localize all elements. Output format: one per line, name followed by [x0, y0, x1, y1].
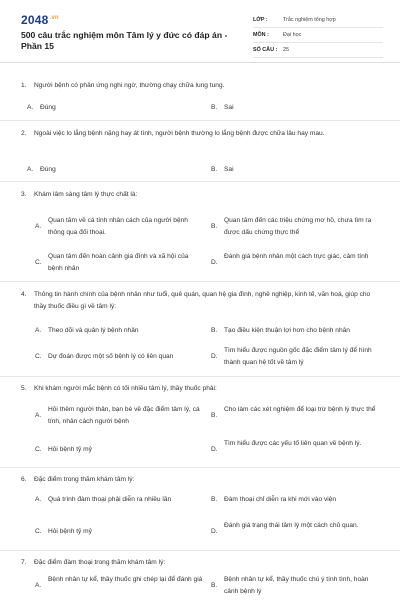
question-text: Người bệnh có phản ứng nghi ngờ, thường chạy chữa lung tung.	[34, 82, 225, 89]
question-divider	[0, 181, 400, 182]
question-divider	[0, 467, 400, 468]
document-header	[0, 0, 400, 63]
meta-label: MÔN :	[253, 32, 269, 38]
question-number: 7.	[21, 559, 27, 566]
meta-value: Đại học	[283, 32, 302, 38]
question-text: Đặc điểm trong thăm khám tâm lý:	[34, 476, 135, 483]
document-title: 500 câu trắc nghiệm môn Tâm lý y đức có đáp án - Phần 15	[21, 30, 228, 51]
meta-value: Trắc nghiệm tổng hợp	[283, 17, 336, 23]
question-number: 6.	[21, 476, 27, 483]
meta-value: 25	[283, 47, 289, 53]
question-number: 1.	[21, 82, 27, 89]
question-number: 3.	[21, 191, 27, 198]
question-6: 6. Đặc điểm trong thăm khám tâm lý: A. Quá trình đàm thoại phải diễn ra nhiều lần B. Đàm thoại chỉ diễn ra khi mới vào viện C. Hỏi bệnh tỷ mỷ D. Đánh giá trạng thái tâm lý một cách chủ quan.	[21, 476, 359, 535]
question-number: 4.	[21, 291, 27, 298]
meta-row-subject	[253, 28, 383, 43]
meta-label: SỐ CÂU :	[253, 47, 278, 53]
question-divider	[0, 550, 400, 551]
site-logo[interactable]	[21, 13, 59, 27]
question-text: Ngoài việc lo lắng bệnh nặng hay át tình, người bệnh thường lo lắng bệnh được chữa lâu hay mau.	[34, 130, 325, 137]
meta-row-count	[253, 43, 383, 58]
document-meta	[253, 13, 383, 58]
question-divider	[0, 120, 400, 121]
question-divider	[0, 281, 400, 282]
meta-label: LỚP :	[253, 17, 268, 23]
question-number: 2.	[21, 130, 27, 137]
question-3: 3. Khám lâm sàng tâm lý thực chất là: A. Quan tâm về cá tính nhân cách của người bệnh thông qua đối thoại. B. Quan tâm đến các triệu chứng mơ hồ, chưa tìm ra được dấu chứng thực thể C. Quan tâm đến hoàn cảnh gia đình và xã hội của bệnh nhân D. Đánh giá bệnh nhân một cách trực giác, cảm tính	[21, 191, 372, 272]
question-7: 7. Đặc điểm đàm thoại trong thăm khám tâm lý: A. Bệnh nhân tự kể, thầy thuốc ghi chép lại để đánh giá B. Bệnh nhân tự kể, thầy thuốc chú ý tính tình, hoàn cảnh bệnh lý	[21, 559, 369, 595]
question-1: 1. Người bệnh có phản ứng nghi ngờ, thường chạy chữa lung tung. A. Đúng B. Sai	[21, 82, 234, 111]
logo-suffix: .vn	[49, 15, 59, 21]
meta-row-class	[253, 13, 383, 28]
question-text: Thông tin hành chính của bệnh nhân như tuổi, quê quán, quan hệ gia đình, nghề nghiệp, kinh tế, văn hoá, giúp cho thầy thuốc điều gì về tâm lý:	[34, 291, 371, 310]
question-5: 5. Khi khám người mắc bệnh có tối nhiều tâm lý, thầy thuốc phải: A. Hỏi thêm người thân, bạn bè về đặc điểm tâm lý, cá tính, nhân cách người bệnh B. Cho làm các xét nghiệm để loại trừ bệnh lý thực thể C. Hỏi bệnh tỷ mỷ D. Tìm hiểu được các yếu tố liên quan về bệnh lý.	[21, 385, 376, 453]
question-text: Khám lâm sàng tâm lý thực chất là:	[34, 191, 138, 198]
question-4: 4. Thông tin hành chính của bệnh nhân như tuổi, quê quán, quan hệ gia đình, nghề nghiệp, kinh tế, văn hoá, giúp cho thầy thuốc điều gì về tâm lý: A. Theo dõi và quản lý bệnh nhân B. Tạo điều kiện thuận lợi hơn cho bệnh nhân C. Dự đoán được một số bệnh lý có liên quan D. Tìm hiểu được nguồn gốc đặc điểm tâm lý để hình thành quan hệ tốt về tâm lý	[21, 291, 372, 366]
question-number: 5.	[21, 385, 27, 392]
question-divider	[0, 376, 400, 377]
question-text: Đặc điểm đàm thoại trong thăm khám tâm lý:	[34, 559, 166, 566]
logo-main: 2048	[21, 13, 49, 27]
question-text: Khi khám người mắc bệnh có tối nhiều tâm lý, thầy thuốc phải:	[34, 385, 217, 392]
question-2: 2. Ngoài việc lo lắng bệnh nặng hay át tình, người bệnh thường lo lắng bệnh được chữa lâu hay mau. A. Đúng B. Sai	[21, 130, 325, 173]
